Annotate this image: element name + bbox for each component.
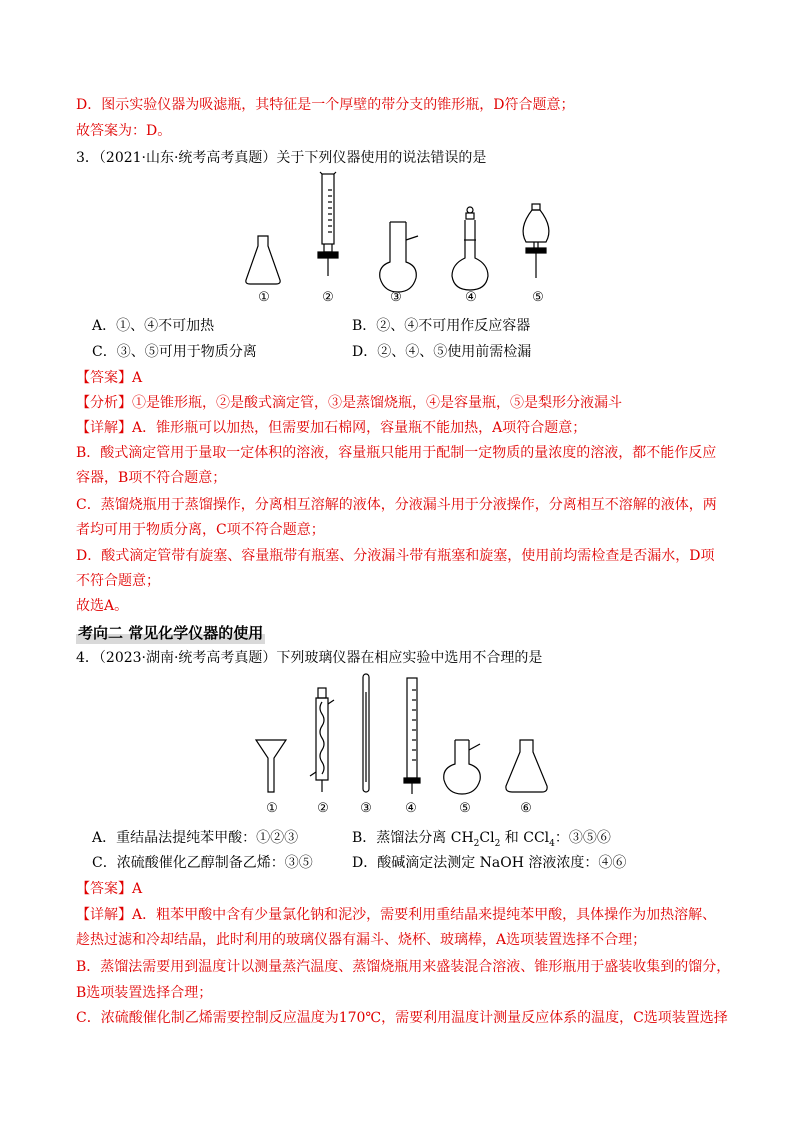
fig1-label-4: ④ bbox=[465, 290, 477, 305]
q4-answer: 【答案】A bbox=[76, 881, 143, 897]
q3-detail-5: 者均可用于物质分离，C项不符合题意； bbox=[76, 522, 325, 538]
conical-flask-icon bbox=[506, 740, 547, 792]
q3-option-c: C．③、⑤可用于物质分离 bbox=[92, 344, 257, 360]
q4-option-c: C．浓硫酸催化乙醇制备乙烯：③⑤ bbox=[92, 855, 313, 871]
burette-icon bbox=[404, 678, 420, 794]
section-heading: 考向二 常见化学仪器的使用 bbox=[78, 624, 264, 642]
fig1-label-5: ⑤ bbox=[532, 290, 544, 305]
q3-stem: 3．（2021·山东·统考高考真题）关于下列仪器使用的说法错误的是 bbox=[76, 150, 487, 166]
prev-conclusion-line: 故答案为：D。 bbox=[76, 123, 172, 139]
q3-option-b: B．②、④不可用作反应容器 bbox=[352, 318, 531, 334]
q3-answer: 【答案】A bbox=[76, 370, 143, 386]
fig2-label-6: ⑥ bbox=[520, 801, 532, 816]
conical-flask-icon bbox=[246, 236, 280, 284]
q4-stem: 4．（2023·湖南·统考高考真题）下列玻璃仪器在相应实验中选用不合理的是 bbox=[76, 650, 543, 666]
fig1-label-2: ② bbox=[322, 290, 334, 305]
q4-option-a: A．重结晶法提纯苯甲酸：①②③ bbox=[92, 830, 299, 846]
fig1-label-1: ① bbox=[258, 290, 270, 305]
q3-detail-4: C．蒸馏烧瓶用于蒸馏操作，分离相互溶解的液体，分液漏斗用于分液操作，分离相互不溶解的液体，两 bbox=[76, 497, 717, 513]
q4-figure bbox=[250, 672, 560, 802]
q4-detail-5: C．浓硫酸催化制乙烯需要控制反应温度为170℃，需要利用温度计测量反应体系的温度，C选项装置选择 bbox=[76, 1010, 728, 1026]
fig2-label-5: ⑤ bbox=[459, 801, 471, 816]
q3-detail-3: 容器，B项不符合题意； bbox=[76, 470, 227, 486]
q3-instruments-svg bbox=[240, 170, 560, 310]
q3-detail-2: B．酸式滴定管用于量取一定体积的溶液，容量瓶只能用于配制一定物质的量浓度的溶液，都不能作反应 bbox=[76, 445, 717, 461]
separatory-funnel-icon bbox=[523, 204, 549, 278]
q4-option-b: B．蒸馏法分离 $CH_2Cl_2$ 和 CCl$_4$：③⑤⑥ bbox=[352, 830, 611, 849]
q4-option-d: D．酸碱滴定法测定 NaOH 溶液浓度：④⑥ bbox=[352, 855, 627, 871]
fig2-label-2: ② bbox=[317, 801, 329, 816]
fig2-label-3: ③ bbox=[360, 801, 372, 816]
q3-figure bbox=[240, 170, 560, 310]
q3-detail-1: 【详解】A．锥形瓶可以加热，但需要加石棉网，容量瓶不能加热，A项符合题意； bbox=[76, 420, 587, 436]
q4-instruments-svg bbox=[250, 672, 560, 802]
q3-detail-7: 不符合题意； bbox=[76, 573, 160, 589]
fig2-label-4: ④ bbox=[405, 801, 417, 816]
q3-analysis: 【分析】①是锥形瓶，②是酸式滴定管，③是蒸馏烧瓶，④是容量瓶，⑤是梨形分液漏斗 bbox=[76, 395, 622, 411]
acid-burette-icon bbox=[318, 172, 338, 276]
prev-answer-d-line: D．图示实验仪器为吸滤瓶，其特征是一个厚壁的带分支的锥形瓶，D符合题意； bbox=[76, 97, 575, 113]
distillation-flask-icon bbox=[444, 740, 481, 794]
q3-option-d: D．②、④、⑤使用前需检漏 bbox=[352, 344, 532, 360]
q3-option-a: A．①、④不可加热 bbox=[92, 318, 215, 334]
thermometer-icon bbox=[363, 674, 369, 792]
q4-detail-3: B．蒸馏法需要用到温度计以测量蒸汽温度、蒸馏烧瓶用来盛装混合溶液、锥形瓶用于盛装收集到的馏分， bbox=[76, 959, 731, 975]
fig2-label-1: ① bbox=[266, 801, 278, 816]
distillation-flask-icon bbox=[380, 222, 418, 292]
condenser-icon bbox=[310, 688, 334, 792]
q4-detail-1: 【详解】A．粗苯甲酸中含有少量氯化钠和泥沙，需要利用重结晶来提纯苯甲酸，具体操作为加热溶解、 bbox=[76, 907, 717, 923]
fig1-label-3: ③ bbox=[390, 290, 402, 305]
q4-detail-2: 趁热过滤和冷却结晶，此时利用的玻璃仪器有漏斗、烧杯、玻璃棒，A选项装置选择不合理； bbox=[76, 932, 647, 948]
volumetric-flask-icon bbox=[452, 207, 488, 290]
q3-detail-6: D．酸式滴定管带有旋塞、容量瓶带有瓶塞、分液漏斗带有瓶塞和旋塞，使用前均需检查是否漏水，D项 bbox=[76, 548, 715, 564]
funnel-icon bbox=[256, 740, 286, 792]
q4-detail-4: B选项装置选择合理； bbox=[76, 985, 213, 1001]
q3-detail-8: 故选A。 bbox=[76, 598, 129, 614]
